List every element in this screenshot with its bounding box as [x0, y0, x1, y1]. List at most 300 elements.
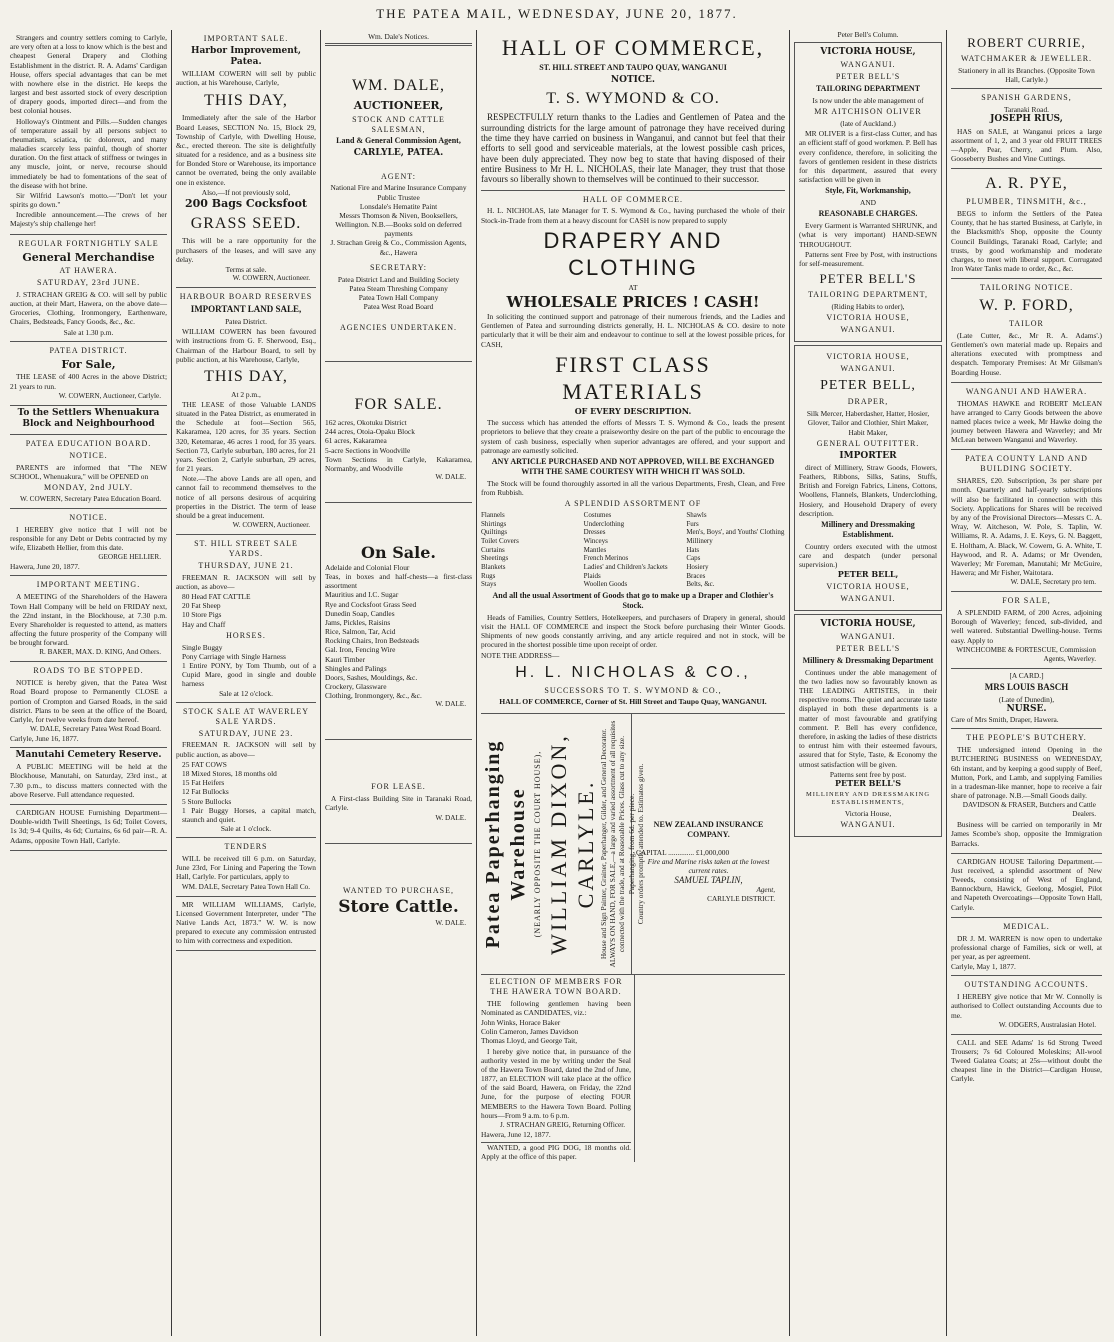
list-item: Gal. Iron, Fencing Wire	[325, 645, 396, 655]
list-item: 15 Fat Heifers	[182, 778, 225, 788]
secretary-item: Patea West Road Board	[363, 302, 434, 312]
list-item: 18 Mixed Stores, 18 months old	[182, 769, 277, 778]
ad-time: Sale at 12 o'clock.	[219, 688, 273, 698]
cardigan-house-paragraph	[10, 30, 167, 235]
dale-agent: Land & General Commission Agent,	[336, 136, 461, 146]
st-hill-sale-ad	[176, 535, 316, 703]
list-item: Shingles and Palings	[325, 663, 387, 673]
spacer	[636, 718, 781, 818]
holloway-text: Holloway's Ointment and Pills.—Sudden changes of temperature assail by all persons subject to rheumatism, sciatica, tic doloreux, and many maladies scarcely less painful, though of shorter duration. On the first attack of stiffness or twinges in any muscle, joint, or nerve, recourse should immediately be had to fomentations of the seat of the disease with hot brine.	[10, 116, 167, 190]
and-text: AND	[859, 198, 876, 208]
ad-terms: Terms at sale.	[225, 264, 267, 274]
rius-name: JOSEPH RIUS,	[990, 114, 1063, 125]
ad-body: A PUBLIC MEETING will be held at the Blockhouse, Manutahi, on Saturday, 23rd inst., at 7.30 p.m., to discuss matters connected with the above Reserve. Full attendance requested.	[10, 762, 167, 799]
patterns-2: Patterns sent free by post.	[829, 769, 907, 779]
ad-title: FOR SALE.	[354, 396, 443, 414]
ad-signature: W. DALE.	[435, 700, 466, 709]
wholesale-heading: WHOLESALE PRICES ! CASH!	[506, 292, 760, 311]
list-item: Teas, in boxes and half-chests—a first-class assortment	[325, 572, 472, 591]
currie-text: Stationery in all its Branches. (Opposite Town Hall, Carlyle.)	[958, 66, 1095, 85]
currie-ad	[951, 30, 1102, 89]
for-lease-ad	[325, 740, 472, 843]
ad-day: THIS DAY,	[204, 367, 288, 385]
ad-title: TENDERS	[224, 842, 268, 852]
list-item: 1 Entire PONY, by Tom Thumb, out of a Cupid Mare, good in single and double harness	[182, 661, 316, 689]
goods-item: Hosiery	[686, 563, 709, 572]
currie-name: ROBERT CURRIE,	[967, 35, 1086, 50]
on-sale-ad	[325, 503, 472, 740]
list-item: Doors, Sashes, Mouldings, &c.	[325, 672, 418, 682]
sg-title: SPANISH GARDENS,	[981, 93, 1072, 103]
secretary-item: Patea Town Hall Company	[358, 293, 439, 303]
at-text: AT	[628, 283, 638, 293]
harbour-board-ad	[176, 288, 316, 535]
pye-name: A. R. PYE,	[985, 175, 1068, 193]
cardigan-tailoring-ad	[951, 854, 1102, 918]
tailoring-ad	[794, 42, 942, 342]
success-text: The success which has attended the efforts of Messrs T. S. Wymond & Co., leads the present proprietors to believe that they create a praiseworthy desire on the part of the public to encourage the system of cash business, especially when superior advantages are offered, and your support and patronage are earnestly solicited.	[481, 418, 785, 455]
ad-body: DR J. M. WARREN is now open to undertake professional charge of Families, sick or well, at per year, as per agreement.	[951, 933, 1102, 961]
goods-item: Underclothing	[583, 519, 625, 528]
nicholas-name: H. L. NICHOLAS & CO.,	[515, 663, 751, 681]
ad-note: Note.—The above Lands are all open, and cannot fail to recommend themselves to the notice of all persons desirous of acquiring properties in the District. The term of lease should be a great inducement.	[176, 474, 316, 520]
peter-bell-4: PETER BELL,	[837, 569, 899, 580]
tailoring-dept-2: TAILORING DEPARTMENT,	[808, 290, 928, 300]
election-date: Hawera, June 12, 1877.	[481, 1129, 551, 1139]
agent-item: J. Strachan Greig & Co., Commission Agents, &c., Hawera	[330, 238, 467, 257]
list-item: Hay and Chaff	[182, 619, 226, 629]
goods-item: Woollen Goods	[583, 580, 628, 589]
nz-agent: SAMUEL TAPLIN,	[674, 875, 743, 886]
ad-title: PATEA COUNTY LAND AND BUILDING SOCIETY.	[965, 454, 1088, 474]
wanganui-3: WANGANUI.	[840, 364, 896, 374]
ad-title: MEDICAL.	[1003, 921, 1050, 931]
list-item: 162 acres, Okotuku District	[325, 418, 407, 428]
dale-role: AUCTIONEER,	[353, 99, 444, 112]
goods-item: Curtains	[481, 545, 505, 554]
hall-address: ST. HILL STREET AND TAUPO QUAY, WANGANUI	[539, 63, 727, 73]
agencies-undertaken: AGENCIES UNDERTAKEN.	[339, 323, 458, 333]
first-class-heading: FIRST CLASS MATERIALS	[555, 351, 711, 405]
victoria-house-4: VICTORIA HOUSE,	[826, 582, 910, 592]
tailor: TAILOR	[1009, 318, 1044, 328]
ad-subtitle: Harbor Improvement, Patea.	[190, 45, 302, 68]
goods-item: Shawls	[686, 510, 707, 519]
intro-text: Strangers and country settlers coming to Carlyle, are very often at a loss to know which is the best and cheapest General Drapery and Clothing Establishment in the district. R. A. Adams' Cardigan House, offers special advantages that can be met with nowhere else in the district. He keeps the largest and best assorted stock of every description of drapery goods, imported direct—and from the best colonial houses.	[10, 33, 167, 116]
wanganui-2: WANGANUI.	[840, 325, 896, 335]
hall-of-commerce-ad	[481, 30, 785, 191]
ad-signature: W. COWERN, Auctioneer.	[232, 274, 310, 283]
tailoring-notice-ad	[951, 279, 1102, 383]
ad-title: REGULAR FORTNIGHTLY SALE	[18, 238, 159, 248]
list-item: 1 Pair Buggy Horses, a capital match, staunch and quiet.	[182, 805, 316, 824]
ad-title: ROADS TO BE STOPPED.	[33, 666, 144, 676]
style-fit: Style, Fit, Workmanship,	[825, 186, 911, 196]
draper: DRAPER,	[847, 397, 889, 407]
cemetery-reserve-ad	[10, 748, 167, 805]
successors: SUCCESSORS TO T. S. WYMOND & CO.,	[544, 685, 722, 695]
goods-item: Dresses	[583, 528, 606, 537]
dale-role2: STOCK AND CATTLE SALESMAN,	[352, 114, 445, 134]
ad-title: THE PEOPLE'S BUTCHERY.	[966, 733, 1087, 743]
ad-title: IMPORTANT SALE.	[203, 34, 289, 43]
goods-item: Flannels	[481, 510, 505, 519]
peter-bells: PETER BELL'S	[835, 72, 901, 82]
silk-mercer: Silk Mercer, Haberdasher, Hatter, Hosier, Glover, Tailor and Clothier, Shirt Maker, Habit Maker,	[806, 409, 930, 437]
dixon-hand: ALWAYS ON HAND, FOR SALE,—a large and varied assortment of all requisites connected with the trade, and at Reasonable Prices. Glass cut to any size. Paperhanging, from 6d. per piece.	[608, 720, 636, 968]
pye-ad	[951, 169, 1102, 279]
election-title: ELECTION OF MEMBERS FOR THE HAWERA TOWN BOARD.	[489, 976, 623, 996]
wanganui-4: WANGANUI.	[840, 594, 896, 603]
general-outfitter: GENERAL OUTFITTER.	[816, 438, 920, 448]
ad-body: WILLIAM COWERN has been favoured with instructions from G. F. Sherwood, Esq., Chairman of the Harbour Board, to sell by public auction, at his Warehouse, Carlyle,	[176, 327, 316, 364]
butchery-ad	[951, 729, 1102, 853]
goods-list	[481, 511, 785, 589]
goods-item: Plaids	[583, 571, 601, 580]
goods-item: Caps	[686, 554, 701, 563]
secretary-title: SECRETARY:	[369, 262, 428, 272]
millinery-2: Millinery & Dressmaking Department	[802, 655, 934, 665]
list-item: Rice, Salmon, Tar, Acid	[325, 627, 396, 637]
election-text: I hereby give notice that, in pursuance of the authority vested in me by writing under the Seal of the Hawera Town Board, dated the 2nd of June, 1877, an ELECTION will take place at the office of the said Board, Hawera, on Friday, the 22nd June, for the purpose of electing FOUR MEMBERS to the Hawera Town Board. Polling hours—From 9 a.m. to 6 p.m.	[481, 1046, 631, 1120]
oliver-text: MR OLIVER is a first-class Cutter, and has an efficient staff of good workmen. P. Bell has every confidence, therefore, in soliciting the favors of gentlemen resident in these districts for this department, assured that every satisfaction will be given in	[799, 129, 937, 185]
wanganui-6: WANGANUI.	[840, 820, 896, 830]
goods-item: Toilet Covers	[481, 537, 519, 545]
dixon-vertical-ad	[481, 714, 645, 974]
divider	[325, 43, 472, 46]
ad-signature: W. DALE.	[435, 813, 466, 822]
ad-title: OUTSTANDING ACCOUNTS.	[964, 980, 1089, 990]
note-address: NOTE THE ADDRESS—	[481, 650, 560, 660]
goods-item: Shirtings	[481, 519, 507, 528]
outstanding-accounts-ad	[951, 976, 1102, 1034]
ad-body: WILL be received till 6 p.m. on Saturday, June 23rd, For Lining and Papering the Town Hall, Carlyle. For particulars, apply to	[176, 854, 316, 882]
millinery: Millinery and Dressmaking Establishment.	[821, 519, 915, 539]
ad-notice: NOTICE.	[69, 450, 108, 460]
election-name: Thomas Lloyd, and George Tait,	[481, 1036, 578, 1046]
tailoring-dept: TAILORING DEPARTMENT	[815, 84, 921, 94]
oliver-name: MR AITCHISON OLIVER	[814, 107, 922, 117]
ad-grass: GRASS SEED.	[190, 214, 302, 232]
agent-item: Public Trustee	[377, 192, 420, 202]
ad-body: I HEREBY give notice that Mr W. Connolly is authorised to Collect outstanding Accounts due to me.	[951, 992, 1102, 1020]
medical-ad	[951, 918, 1102, 977]
ad-text: Immediately after the sale of the Harbor Board Leases, SECTION No. 15, Block 29, Township of Carlyle, with Dwelling House, &c., erected thereon. The site is delightfully situated for a residence, and as a business site for Bonded Store or Warehouse, its importance cannot be overrated, being the only available one in existence.	[176, 113, 316, 187]
cardigan-furnishing-ad	[10, 805, 167, 851]
ad-title: FOR SALE,	[1002, 596, 1051, 606]
dale-place: CARLYLE, PATEA.	[353, 148, 444, 159]
masthead: THE PATEA MAIL, WEDNESDAY, JUNE 20, 1877.	[376, 6, 738, 21]
every-desc: OF EVERY DESCRIPTION.	[574, 406, 692, 417]
ad-heading: General Merchandise	[22, 250, 155, 264]
goods-item: Blankets	[481, 563, 506, 572]
victoria-house: VICTORIA HOUSE,	[820, 47, 916, 58]
millinery-text: Continues under the able management of the two ladies now so favourably known as THE LEADING ARTISTES, in their respective rooms. The quiet and accurate taste displayed in both these departments is a matter of most favourable and gratifying comment. P. Bell has every confidence, therefore, in asking the ladies of these districts to entrust him with their esteemed favours, assured that for Style, Taste, & Economy the utmost satisfaction will be given.	[799, 667, 937, 769]
sg-road: Taranaki Road.	[1003, 105, 1050, 115]
victoria-house-6: Victoria House,	[844, 808, 892, 818]
column-header: Wm. Dale's Notices.	[368, 32, 429, 41]
basch-text: Care of Mrs Smith, Draper, Hawera.	[951, 715, 1059, 725]
ad-day: THURSDAY, JUNE 21.	[198, 560, 294, 570]
ad-also: Also,—If not previously sold,	[201, 187, 291, 197]
agent-item: Messrs Thomson & Niven, Booksellers, Wellington. N.B.—Books sold on deferred payments	[335, 210, 462, 239]
column-6	[947, 30, 1106, 1336]
ad-place: Patea District.	[225, 317, 267, 327]
importer: IMPORTER	[839, 450, 897, 461]
columns	[6, 30, 1106, 1336]
column-1	[6, 30, 172, 1336]
dixon-name: WILLIAM DIXON,	[545, 733, 571, 955]
settlers-text: To the Settlers Whenuakura Block and Neighbourhood	[17, 407, 160, 429]
ad-body: CARDIGAN HOUSE Furnishing Department—Double-width Twill Sheetings, 1s 6d; Toilet Covers, 1s 3d; 9-4 Quilts, 4s 6d; Curtains, 6s 6d pair—R. A. Adams, opposite Town Hall, Carlyle.	[10, 807, 167, 845]
importer-text: direct of Millinery, Straw Goods, Flowers, Feathers, Ribbons, Silks, Satins, Stuffs, British and Foreign Fabrics, Linens, Cottons, Woollens, Flannels, Blankets, Underclothing, Hosiery, and Household Drapery of every description.	[799, 462, 937, 518]
ad-title: PATEA DISTRICT.	[49, 345, 128, 355]
ad-temp: Business will be carried on temporarily in Mr James Scombe's shop, opposite the Immigration Barracks.	[951, 820, 1102, 848]
election-name: Colin Cameron, James Davidson	[481, 1027, 579, 1037]
ad-body: A SPLENDID FARM, of 200 Acres, adjoining Borough of Waverley; fenced, sub-divided, and well watered. Substantial Dwelling-house. Terms easy. Apply to	[951, 608, 1102, 645]
list-item: 61 acres, Kakaramea	[325, 436, 387, 446]
ad-title: On Sale.	[361, 543, 436, 563]
list-item: 20 Fat Sheep	[182, 601, 221, 611]
ad-body: CALL and SEE Adams' 1s 6d Strong Tweed Trousers; 7s 6d Coloured Moleskins; All-wool Tweed Galatea Coats; at 25s—without doubt the cheapest line in the District—Cardigan House, Carlyle.	[951, 1037, 1102, 1084]
waverley-sale-ad	[176, 703, 316, 838]
store-cattle: Store Cattle.	[338, 897, 459, 918]
ad-body: A MEETING of the Shareholders of the Hawera Town Hall Company will be held on FRIDAY next, the 22nd instant, in the Blockhouse, at 7.30 p.m. Every Shareholder is requested to attend, as matters affecting the future prosperity of the Company will be brought forward.	[10, 592, 167, 648]
goods-item: Rugs	[481, 571, 496, 580]
election-body: THE following gentlemen having been Nominated as CANDIDATES, viz.:	[481, 998, 631, 1017]
ad-signature: GEORGE HELLIER.	[98, 553, 161, 562]
important-meeting-ad	[10, 576, 167, 662]
lower-col4	[481, 714, 785, 974]
tailor-text: (Late Cutter, &c., Mr R. A. Adams'.) Gentlemen's own material made up. Repairs and alterations executed with promptness and despatch. Temporary Premises: At Mr Gilsman's Boarding House.	[951, 330, 1102, 377]
nz-rates: Fire and Marine risks taken at the lowest current rates.	[647, 856, 770, 875]
every-garment: Every Garment is Warranted SHRUNK, and (what is very important) HAND-SEWN THROUGHOUT.	[799, 221, 937, 249]
pig-dog-ad: WANTED, a good PIG DOG, 18 months old. Apply at the office of this paper.	[481, 1142, 631, 1162]
millinery-3: MILLINERY AND DRESSMAKING ESTABLISHMENTS,	[805, 790, 931, 806]
list-item: 25 FAT COWS	[182, 759, 227, 769]
building-society-ad	[951, 450, 1102, 592]
pye-trade: PLUMBER, TINSMITH, &c.,	[966, 197, 1087, 207]
ad-body: A First-class Building Site in Taranaki Road, Carlyle.	[325, 794, 472, 813]
lawson-text: Sir Wilfrid Lawson's motto.—"Don't let your spirits go down."	[10, 190, 167, 210]
peter-bells-5: PETER BELL'S	[835, 643, 901, 653]
goods-item: Furs	[686, 519, 699, 528]
ad-day: SATURDAY, JUNE 23.	[198, 728, 294, 738]
goods-item: Hats	[686, 545, 700, 554]
ad-title: Manutahi Cemetery Reserve.	[15, 750, 162, 761]
column-5	[790, 30, 947, 1336]
ad-title: STOCK SALE AT WAVERLEY SALE YARDS.	[182, 706, 310, 726]
spanish-gardens-ad	[951, 89, 1102, 169]
ad-date: Carlyle, May 1, 1877.	[951, 962, 1016, 972]
ad-body: SHARES, £20. Subscription, 3s per share per month. Quarterly and half-yearly subscriptions will also be facilitated in connection with this Society. Applications for Shares will be received by any of the Provisional Directors—Messrs C. A. Wray, W. Aitcheson, W. Pole, S. Taplin, W. Williams, R. A. Adams, J. E. Keys, G. N. Baggett, E. Holtham, A. Black, W. Cowern, G. A. White, T. Haywood, and R. A. Adams; or Mr Ovenden, Waverley; Mr Foreman, Manutahi; Mr McGuire, Hawera; and Mr Fisher, Waitotara.	[951, 476, 1102, 578]
list-item: Rye and Cocksfoot Grass Seed	[325, 599, 417, 609]
list-item: 12 Fat Bullocks	[182, 787, 229, 797]
important-sale-ad	[176, 30, 316, 288]
ad-title: PATEA EDUCATION BOARD.	[25, 438, 152, 448]
ad-title: WANTED TO PURCHASE,	[343, 885, 454, 895]
list-item: 244 acres, Otoia-Opaku Block	[325, 427, 415, 437]
dixon-sub: (NEARLY OPPOSITE THE COURT HOUSE),	[532, 750, 542, 938]
draper-ad	[794, 345, 942, 611]
tenders-ad	[176, 838, 316, 896]
goods-item: French Merinos	[583, 554, 629, 563]
ad-body: J. STRACHAN GREIG & CO. will sell by public auction, at their Mart, Hawera, on the above date—Groceries, Clothing, Ironmongery, Earthenware, Chairs, Bedsteads, Fancy Goods, &c., &c.	[10, 289, 167, 327]
wanganui-5: WANGANUI.	[840, 632, 896, 642]
list-item: Clothing, Ironmongery, &c., &c.	[325, 691, 422, 701]
ad-text: THE LEASE of those Valuable LANDS situated in the Patea District, as enumerated in the Schedule at foot—Section 565, Kakaramea, 120 acres, for 35 years. Section 320, Ketemarae, 46 acres 1 rood, for 35 years. Section 73, Carlyle suburban, 180 acres, for 21 years. Section 2, Carlyle suburban, 29 acres, for 21 years.	[176, 399, 316, 474]
farm-for-sale-ad	[951, 592, 1102, 668]
ad-date: Hawera, June 20, 1877.	[10, 562, 80, 572]
dixon-country: Country orders promptly attended to. Estimates given.	[635, 763, 645, 925]
goods-item: Costumes	[583, 510, 612, 519]
wanted-purchase-ad	[325, 844, 472, 928]
list-item: Mauritius and I.C. Sugar	[325, 590, 399, 600]
basch-card-ad	[951, 669, 1102, 730]
ad-signature: W. COWERN, Auctioneer.	[232, 521, 310, 530]
ad-title: NOTICE.	[69, 512, 108, 522]
ad-bags: 200 Bags Cocksfoot	[184, 196, 308, 210]
list-item: Single Buggy	[182, 642, 223, 652]
ad-signature: W. DALE.	[435, 918, 466, 927]
list-item: 10 Store Pigs	[182, 610, 222, 620]
ad-heading: For Sale,	[61, 357, 116, 371]
patea-district-ad	[10, 342, 167, 406]
ad-time: Sale at 1.30 p.m.	[63, 327, 114, 337]
country-orders: Country orders executed with the utmost care and despatch (under personal supervision.)	[799, 541, 937, 570]
dressmaking-ad	[794, 614, 942, 837]
dixon-trade: House and Sign Painter, Grainer, Paperhanger, Gilder, and General Decorator.	[599, 728, 609, 959]
ad-signature: W. COWERN, Auctioneer, Carlyle.	[58, 391, 161, 400]
ad-day: THIS DAY,	[204, 91, 288, 109]
hall-body: RESPECTFULLY return thanks to the Ladies and Gentlemen of Patea and the surrounding districts for the large amount of patronage they have received during the time they have carried on business in Wanganui, and cannot but feel that their efforts to sell good and serviceable materials, at the lowest possible cash prices, have been duly appreciated. They now beg to state that having disposed of their entire Business to Mr H. L. NICHOLAS, their late Manager, they trust that those favours so liberally shown to themselves will be continued to their successor.	[481, 112, 785, 185]
column-4	[477, 30, 790, 1336]
hellier-notice	[10, 509, 167, 577]
ad-body: WILLIAM COWERN will sell by public auction, at his Warehouse, Carlyle,	[176, 69, 316, 88]
ad-title: IMPORTANT MEETING.	[36, 580, 141, 590]
victoria-house-3: VICTORIA HOUSE,	[826, 352, 910, 362]
nicholas-intro: H. L. NICHOLAS, late Manager for T. S. Wymond & Co., having purchased the whole of their Stock-in-Trade from them at a heavy discount for CASH is now prepared to supply	[481, 206, 785, 225]
dale-name: WM. DALE,	[352, 77, 445, 95]
goods-item: Braces	[686, 571, 706, 580]
ad-signature: WINCHCOMBE & FORTESCUE, Commission Agents, Waverley.	[956, 645, 1096, 663]
ad-signature: W. DALE, Secretary Patea West Road Board.	[30, 725, 161, 734]
all-usual: And all the usual Assortment of Goods that go to make up a Draper and Clothier's Stock.	[492, 591, 774, 610]
nz-agent2: Agent,	[756, 886, 775, 895]
incredible-text: Incredible announcement.—The crews of her Majesty's ship challenge her!	[10, 210, 167, 229]
ad-body: NOTICE is hereby given, that the Patea West Road Board propose to Permanently CLOSE a portion of Crompton and Garsed Roads, in the said district. Plans to be seen at the office of the Board, Carlyle, for twelve weeks from date hereof.	[10, 678, 167, 724]
ad-title: HARBOUR BOARD RESERVES	[179, 292, 313, 301]
ad-body: THOMAS HAWKE and ROBERT McLEAN have arranged to Carry Goods between the above named places twice a week, Mr Hawke doing the journey between Hawera and Waverley; and Mr McLean between Wanganui and Waverley.	[951, 398, 1102, 445]
list-item: Jams, Pickles, Raisins	[325, 617, 391, 627]
ad-body: FREEMAN R. JACKSON will sell by public auction, as above—	[176, 740, 316, 759]
column-3	[321, 30, 477, 1336]
education-board-ad	[10, 435, 167, 509]
rius-text: HAS on SALE, at Wanganui prices a large assortment of 1, 2, and 3 year old FRUIT TREES—Apple, Pear, Cherry, and Plum. Also, Gooseberry Bushes and Vine Cuttings.	[951, 126, 1102, 164]
dixon-title: Patea Paperhanging Warehouse	[482, 739, 529, 949]
goods-item: Belts, &c.	[686, 580, 715, 589]
wanganui: WANGANUI.	[840, 60, 896, 70]
reasonable: REASONABLE CHARGES.	[818, 209, 918, 219]
nz-district: CARLYLE DISTRICT.	[707, 895, 775, 904]
ad-signature: W. ODGERS, Australasian Hotel.	[998, 1020, 1096, 1029]
dixon-rotated	[481, 714, 645, 974]
nurse: NURSE.	[1006, 704, 1047, 715]
ad-signature: R. BAKER, MAX. D. KING, And Others.	[39, 648, 161, 657]
ad-body: PARENTS are informed that "The NEW SCHOOL, Whenuakura," will be OPENED on	[10, 462, 167, 481]
ad-signature: DAVIDSON & FRASER, Butchers and Cattle Dealers.	[962, 801, 1096, 819]
goods-item: Ladies' and Children's Jackets	[583, 563, 668, 572]
patterns: Patterns sent Free by Post, with instructions for self-measurement.	[799, 249, 937, 268]
list-item: Town Sections in Carlyle, Kakaramea, Normanby, and Woodville	[325, 454, 472, 473]
heads-text: Heads of Families, Country Settlers, Hotelkeepers, and purchasers of Drapery in general, should visit the HALL OF COMMERCE and inspect the Stock before purchasing their Winter Goods. Shipments of new goods constantly arriving, and any article required and not in stock, will be procured in the shortest possible time upon receipt of order.	[481, 612, 785, 650]
ad-subtitle: IMPORTANT LAND SALE,	[190, 303, 302, 314]
riding-habits: (Riding Habits to order),	[831, 302, 905, 312]
oliver-from: (late of Auckland.)	[840, 119, 896, 129]
goods-item: Mantles	[583, 545, 607, 554]
victoria-house-5: VICTORIA HOUSE,	[820, 618, 916, 629]
lower-col4-b	[481, 974, 785, 1162]
column-2	[172, 30, 321, 1336]
williams-ad	[176, 897, 316, 952]
ad-place: AT HAWERA.	[59, 266, 118, 276]
column-header: Peter Bell's Column.	[837, 30, 899, 39]
ad-signature: WM. DALE, Secretary Patea Town Hall Co.	[181, 882, 310, 891]
list-item: Rocking Chairs, Iron Bedsteads	[325, 636, 420, 646]
list-item: Crockery, Glassware	[325, 682, 387, 692]
goods-item: Stays	[481, 580, 497, 589]
exchange-text: ANY ARTICLE PURCHASED AND NOT APPROVED, WILL BE EXCHANGED WITH THE SAME COURTESY WITH WHICH IT WAS SOLD.	[491, 456, 775, 476]
general-merchandise-ad	[10, 235, 167, 342]
ad-body: THE undersigned intend Opening in the BUTCHERING BUSINESS on WEDNESDAY, 6th instant, and by keeping a good supply of Beef, Mutton, Pork, and Lamb, and supplying Families in a tradesman-like manner, hope to receive a fair share of patronage. N.B.—Small Goods daily.	[951, 745, 1102, 801]
ad-title: TAILORING NOTICE.	[979, 283, 1074, 293]
ad-time: At 2 p.m.,	[231, 389, 261, 399]
ad-body: CARDIGAN HOUSE Tailoring Department.—Just received, a splendid assortment of New Tweeds, consisting of West of England, Bannockburn, Hawick, Geelong, Mosgiel, Pilot and Napeteth Overcoatings—Opposite Town Hall, Carlyle.	[951, 856, 1102, 912]
nz-capital: CAPITAL .............. £1,000,000	[636, 847, 730, 857]
ad-body: MR WILLIAM WILLIAMS, Carlyle, Licensed Government Interpreter, under "The Native Lands Act, 1873." W. W. is now prepared to execute any commission entrusted to him with correctness and expedition.	[176, 899, 316, 946]
ad-grass-body: This will be a rare opportunity for the purchasers of the leases, and will save any delay.	[176, 236, 316, 264]
wm-dale-notices	[325, 30, 472, 362]
ad-title: FOR LEASE.	[371, 782, 426, 792]
peter-bell: PETER BELL,	[820, 377, 916, 393]
agent-item: National Fire and Marine Insurance Company	[330, 183, 467, 193]
ad-title: WANGANUI AND HAWERA.	[965, 386, 1088, 396]
basch-name: MRS LOUIS BASCH	[984, 681, 1069, 692]
secretary-item: Patea Steam Threshing Company	[349, 283, 448, 293]
hall-title: HALL OF COMMERCE,	[501, 35, 765, 60]
hall-corner: HALL OF COMMERCE, Corner of St. Hill Street and Taupo Quay, WANGANUI.	[499, 697, 767, 707]
wanganui-hawera-ad	[951, 383, 1102, 451]
goods-item: Millinery	[686, 537, 713, 545]
ford-name: W. P. FORD,	[979, 297, 1074, 315]
drapery-heading: DRAPERY AND CLOTHING	[543, 227, 723, 281]
victoria-house-2: VICTORIA HOUSE,	[826, 313, 910, 323]
goods-item: Sheetings	[481, 554, 509, 563]
list-item: 80 Head FAT CATTLE	[182, 592, 251, 602]
list-item: 5-acre Sections in Woodville	[325, 445, 411, 455]
list-item: Adelaide and Colonial Flour	[325, 562, 410, 572]
nicholas-ad	[481, 191, 785, 714]
list-item: 5 Store Bullocks	[182, 796, 232, 806]
list-item: Dunedin Soap, Candles	[325, 608, 395, 618]
for-sale-ad	[325, 362, 472, 503]
goods-item: Quiltings	[481, 528, 508, 537]
horses-heading: HORSES.	[226, 630, 266, 640]
ad-time: Sale at 1 o'clock.	[220, 824, 272, 834]
settlers-heading	[10, 406, 167, 435]
card: [A CARD.]	[1009, 670, 1044, 680]
basch-from: (Late of Dunedin),	[998, 694, 1055, 704]
